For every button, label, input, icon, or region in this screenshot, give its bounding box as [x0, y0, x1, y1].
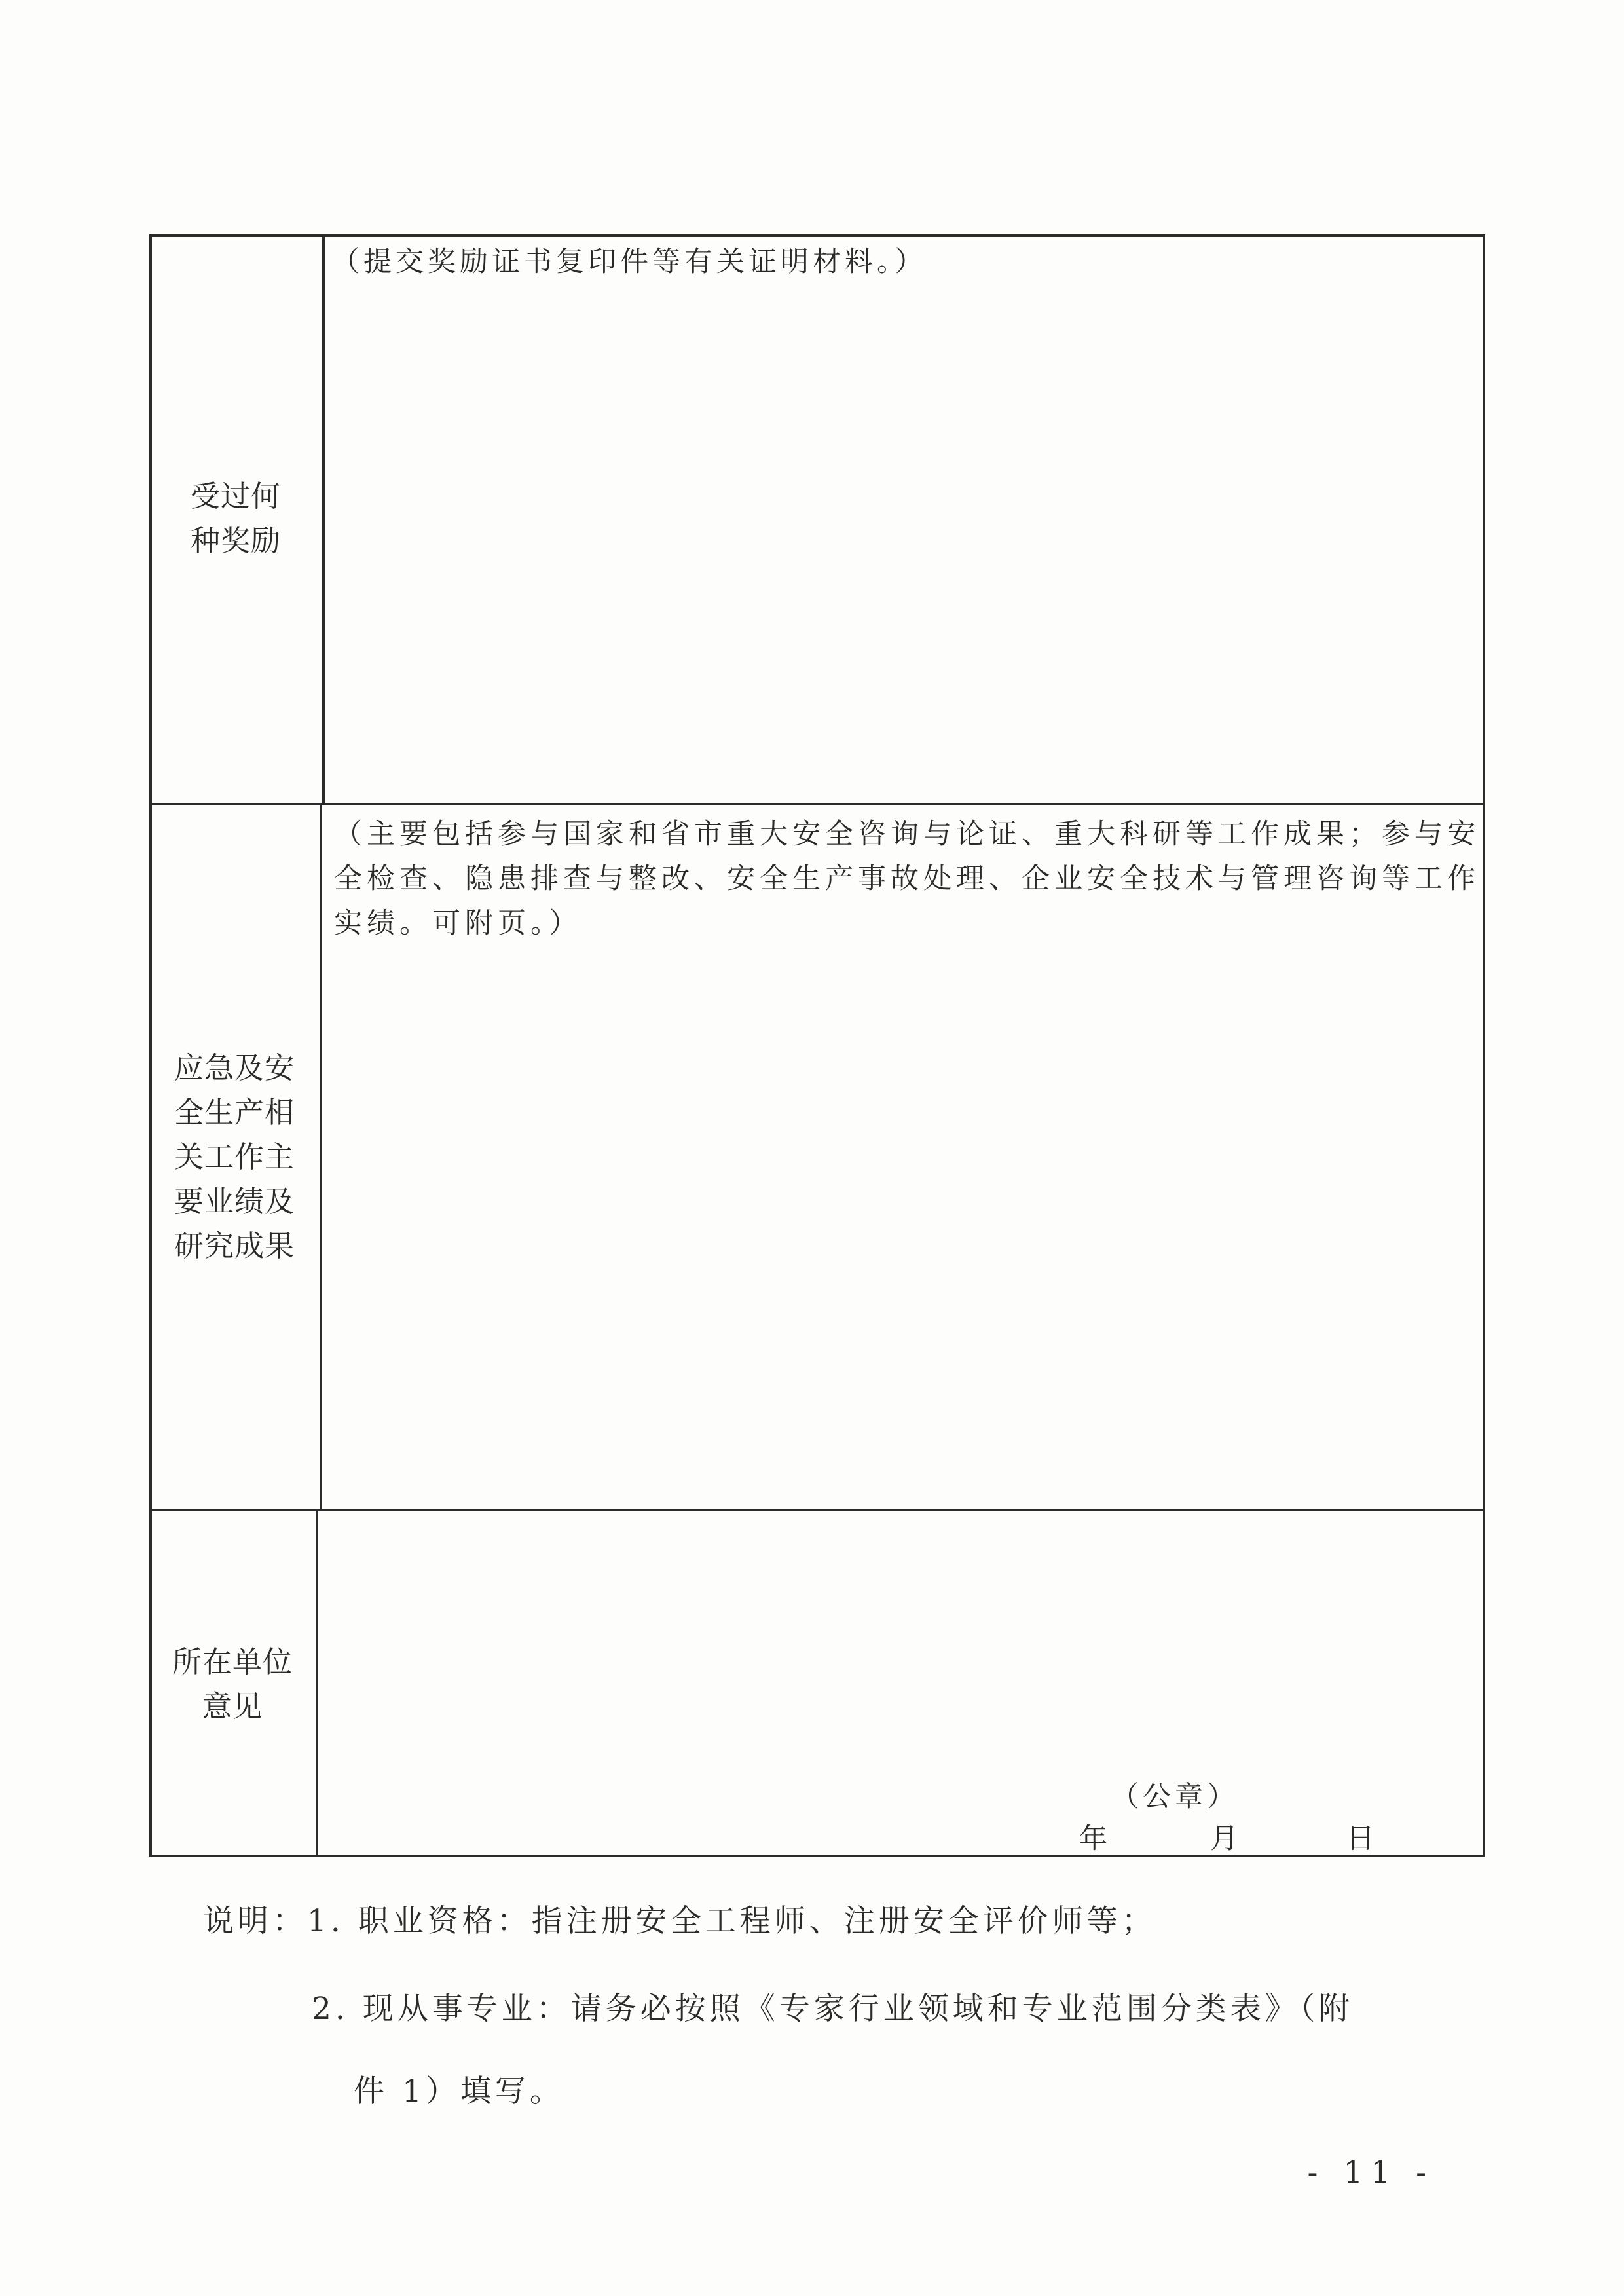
unit-opinion-label: 所在单位 意见	[172, 1644, 293, 1724]
footnote-2-continued: 件 1）填写。	[354, 2073, 564, 2109]
achievements-label: 应急及安 全生产相 关工作主 要业绩及 研究成果	[174, 1050, 295, 1263]
awards-label-cell	[149, 234, 322, 803]
footnote-2: 2. 现从事专业：请务必按照《专家行业领域和专业范围分类表》（附	[312, 1991, 1354, 2027]
date-month-label: 月	[1210, 1823, 1238, 1855]
column-divider	[316, 1510, 318, 1857]
row-divider	[149, 1509, 1485, 1511]
column-divider	[322, 234, 325, 804]
date-day-label: 日	[1346, 1823, 1375, 1855]
row-divider	[149, 803, 1485, 805]
date-year-label: 年	[1079, 1823, 1107, 1855]
achievements-label-cell	[149, 805, 320, 1509]
application-form-table	[149, 234, 1485, 1857]
column-divider	[320, 804, 322, 1510]
table-border	[149, 234, 1485, 1857]
awards-instruction: （提交奖励证书复印件等有关证明材料。）	[331, 246, 927, 278]
unit-opinion-label-cell	[149, 1511, 316, 1857]
official-seal-label: （公章）	[1111, 1781, 1239, 1813]
achievements-instruction: （主要包括参与国家和省市重大安全咨询与论证、重大科研等工作成果；参与安 全检查、隐患排查与整改、安全生产事故处理、企业安全技术与管理咨询等工作 实绩。可附页。）	[334, 818, 1480, 940]
page-number: - 11 -	[1307, 2155, 1434, 2191]
awards-label: 受过何 种奖励	[190, 479, 281, 558]
footnote-1: 说明：1. 职业资格：指注册安全工程师、注册安全评价师等；	[203, 1903, 1156, 1939]
